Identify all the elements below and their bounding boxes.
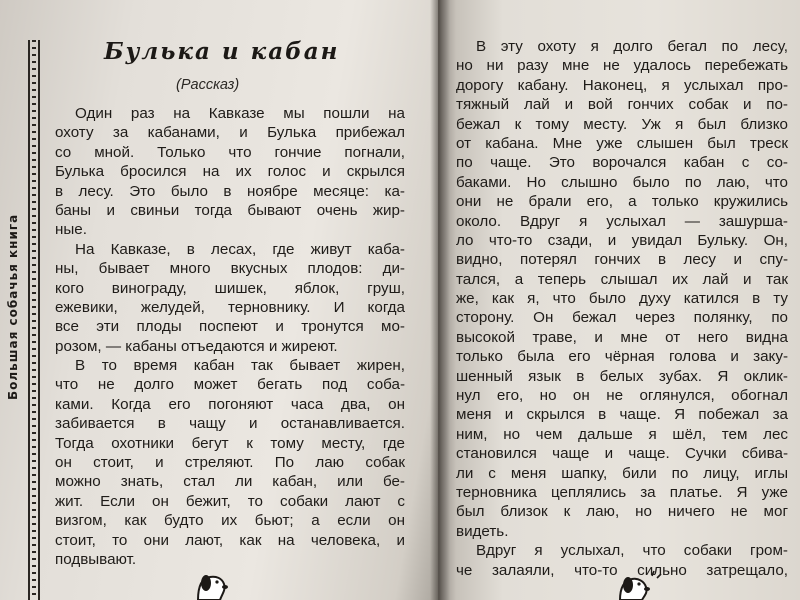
text-line: На Кавказе, в лесах, где живут каба- [75, 240, 405, 258]
border-ornament-icon [28, 40, 40, 600]
text-line: че залаяли, что-то сильно затрещало, [456, 561, 788, 579]
text-line: В эту охоту я долго бегал по лесу, [476, 38, 788, 55]
text-line: они не брали его, а только кружились [456, 193, 788, 211]
text-line: В то время кабан так бывает жирен, [75, 357, 405, 375]
text-line: бежал к тому месту. Уж я был близко [456, 115, 788, 133]
spine-label: Большая собачья книга [6, 213, 20, 400]
text-line: шенный язык в белых зубах. Я оклик- [456, 367, 788, 385]
text-line: в лесу. Это было в ноябре месяце: ка- [55, 182, 405, 200]
text-line: со мной. Только что гончие погнали, [55, 143, 405, 161]
text-line: же, как я, что было духу катился в ту [456, 290, 788, 308]
text-line: ные. [55, 221, 87, 239]
text-line: терновника цеплялись за платье. Я уже [456, 483, 788, 501]
text-line: можно знать, стал ли кабан, или бе- [55, 473, 405, 491]
story-subtitle: (Рассказ) [176, 77, 240, 93]
text-line: по чаще. Это ворочался кабан с со- [456, 154, 788, 172]
text-line: ками. Когда его погоняют часа два, он [55, 395, 405, 413]
text-line: ним, но чем дальше я шёл, тем лес [456, 425, 788, 443]
left-page-text [55, 104, 405, 569]
text-line: только была его чёрная голова и заку- [456, 348, 788, 366]
text-line: но ни разу мне не удалось перебежать [456, 57, 788, 75]
text-line: ны, бывает много вкусных плодов: ди- [55, 260, 405, 278]
text-line: Тогда охотники бегут к тому месту, где [55, 434, 405, 452]
right-page-text [456, 37, 788, 580]
text-line: тался, а теперь слышал их лай и так [456, 270, 788, 288]
text-line: охоту за кабанами, и Булька прибежал [55, 124, 405, 142]
text-line: стоит, то они лают, как на человека, и [55, 531, 405, 549]
text-line: видно, потерял гончих в лесу и спу- [456, 251, 788, 269]
text-line: розом, — кабаны отъедаются и жиреют. [55, 337, 338, 355]
text-line: что не долго может бегать под соба- [55, 376, 405, 394]
text-line: высокой траве, и мне от него видна [456, 328, 788, 346]
text-line: сторону. Он бежал через полянку, по [456, 309, 788, 327]
text-line: нул его, но он не оглянулся, обогнал [456, 387, 788, 405]
story-title: Булька и кабан [104, 38, 340, 65]
text-line: тяжный лай и вой гончих собак и по- [456, 96, 788, 114]
text-line: ежевики, желудей, терновнику. И когда [55, 298, 405, 316]
dog-icon [192, 568, 234, 600]
text-line: Один раз на Кавказе мы пошли на [75, 105, 405, 122]
text-line: все эти плоды поспеют и тронутся мо- [55, 318, 405, 336]
text-line: Булька бросился на их голос и скрылся [55, 163, 405, 181]
text-line: Вдруг я услыхал, что собаки гром- [476, 542, 788, 560]
text-line: кого винограду, шишек, яблок, груш, [55, 279, 405, 297]
text-line: от кабана. Мне уже слышен был треск [456, 134, 788, 152]
text-line: около. Вдруг я услыхал — зашурша- [456, 212, 788, 230]
text-line: он стоит, и стреляют. По лаю собак [55, 454, 405, 472]
text-line: был близок к лаю, но ничего не мог [456, 503, 788, 521]
text-line: видеть. [456, 522, 509, 540]
book-gutter [430, 0, 450, 600]
text-line: баны и свиньи тогда бывают очень жир- [55, 201, 405, 219]
text-line: дорогу кабану. Наконец, я услыхал про- [456, 76, 788, 94]
text-line: меня и скрылся в чаще. Я побежал за [456, 406, 788, 424]
text-line: ли с меня шапку, били по лицу, иглы [456, 464, 788, 482]
text-line: подвывают. [55, 550, 137, 568]
text-line: ло что-то сзади, и увидал Бульку. Он, [456, 231, 788, 249]
text-line: забивается в чащу и останавливается. [55, 415, 405, 433]
text-line: визгом, как будто их бьют; а если он [55, 512, 405, 530]
text-line: становился чаще и чаще. Сучки сбива- [456, 445, 788, 463]
text-line: баками. Но слышно было по лаю, что [456, 173, 788, 191]
text-line: жит. Если он бежит, то собаки лают с [55, 492, 405, 510]
